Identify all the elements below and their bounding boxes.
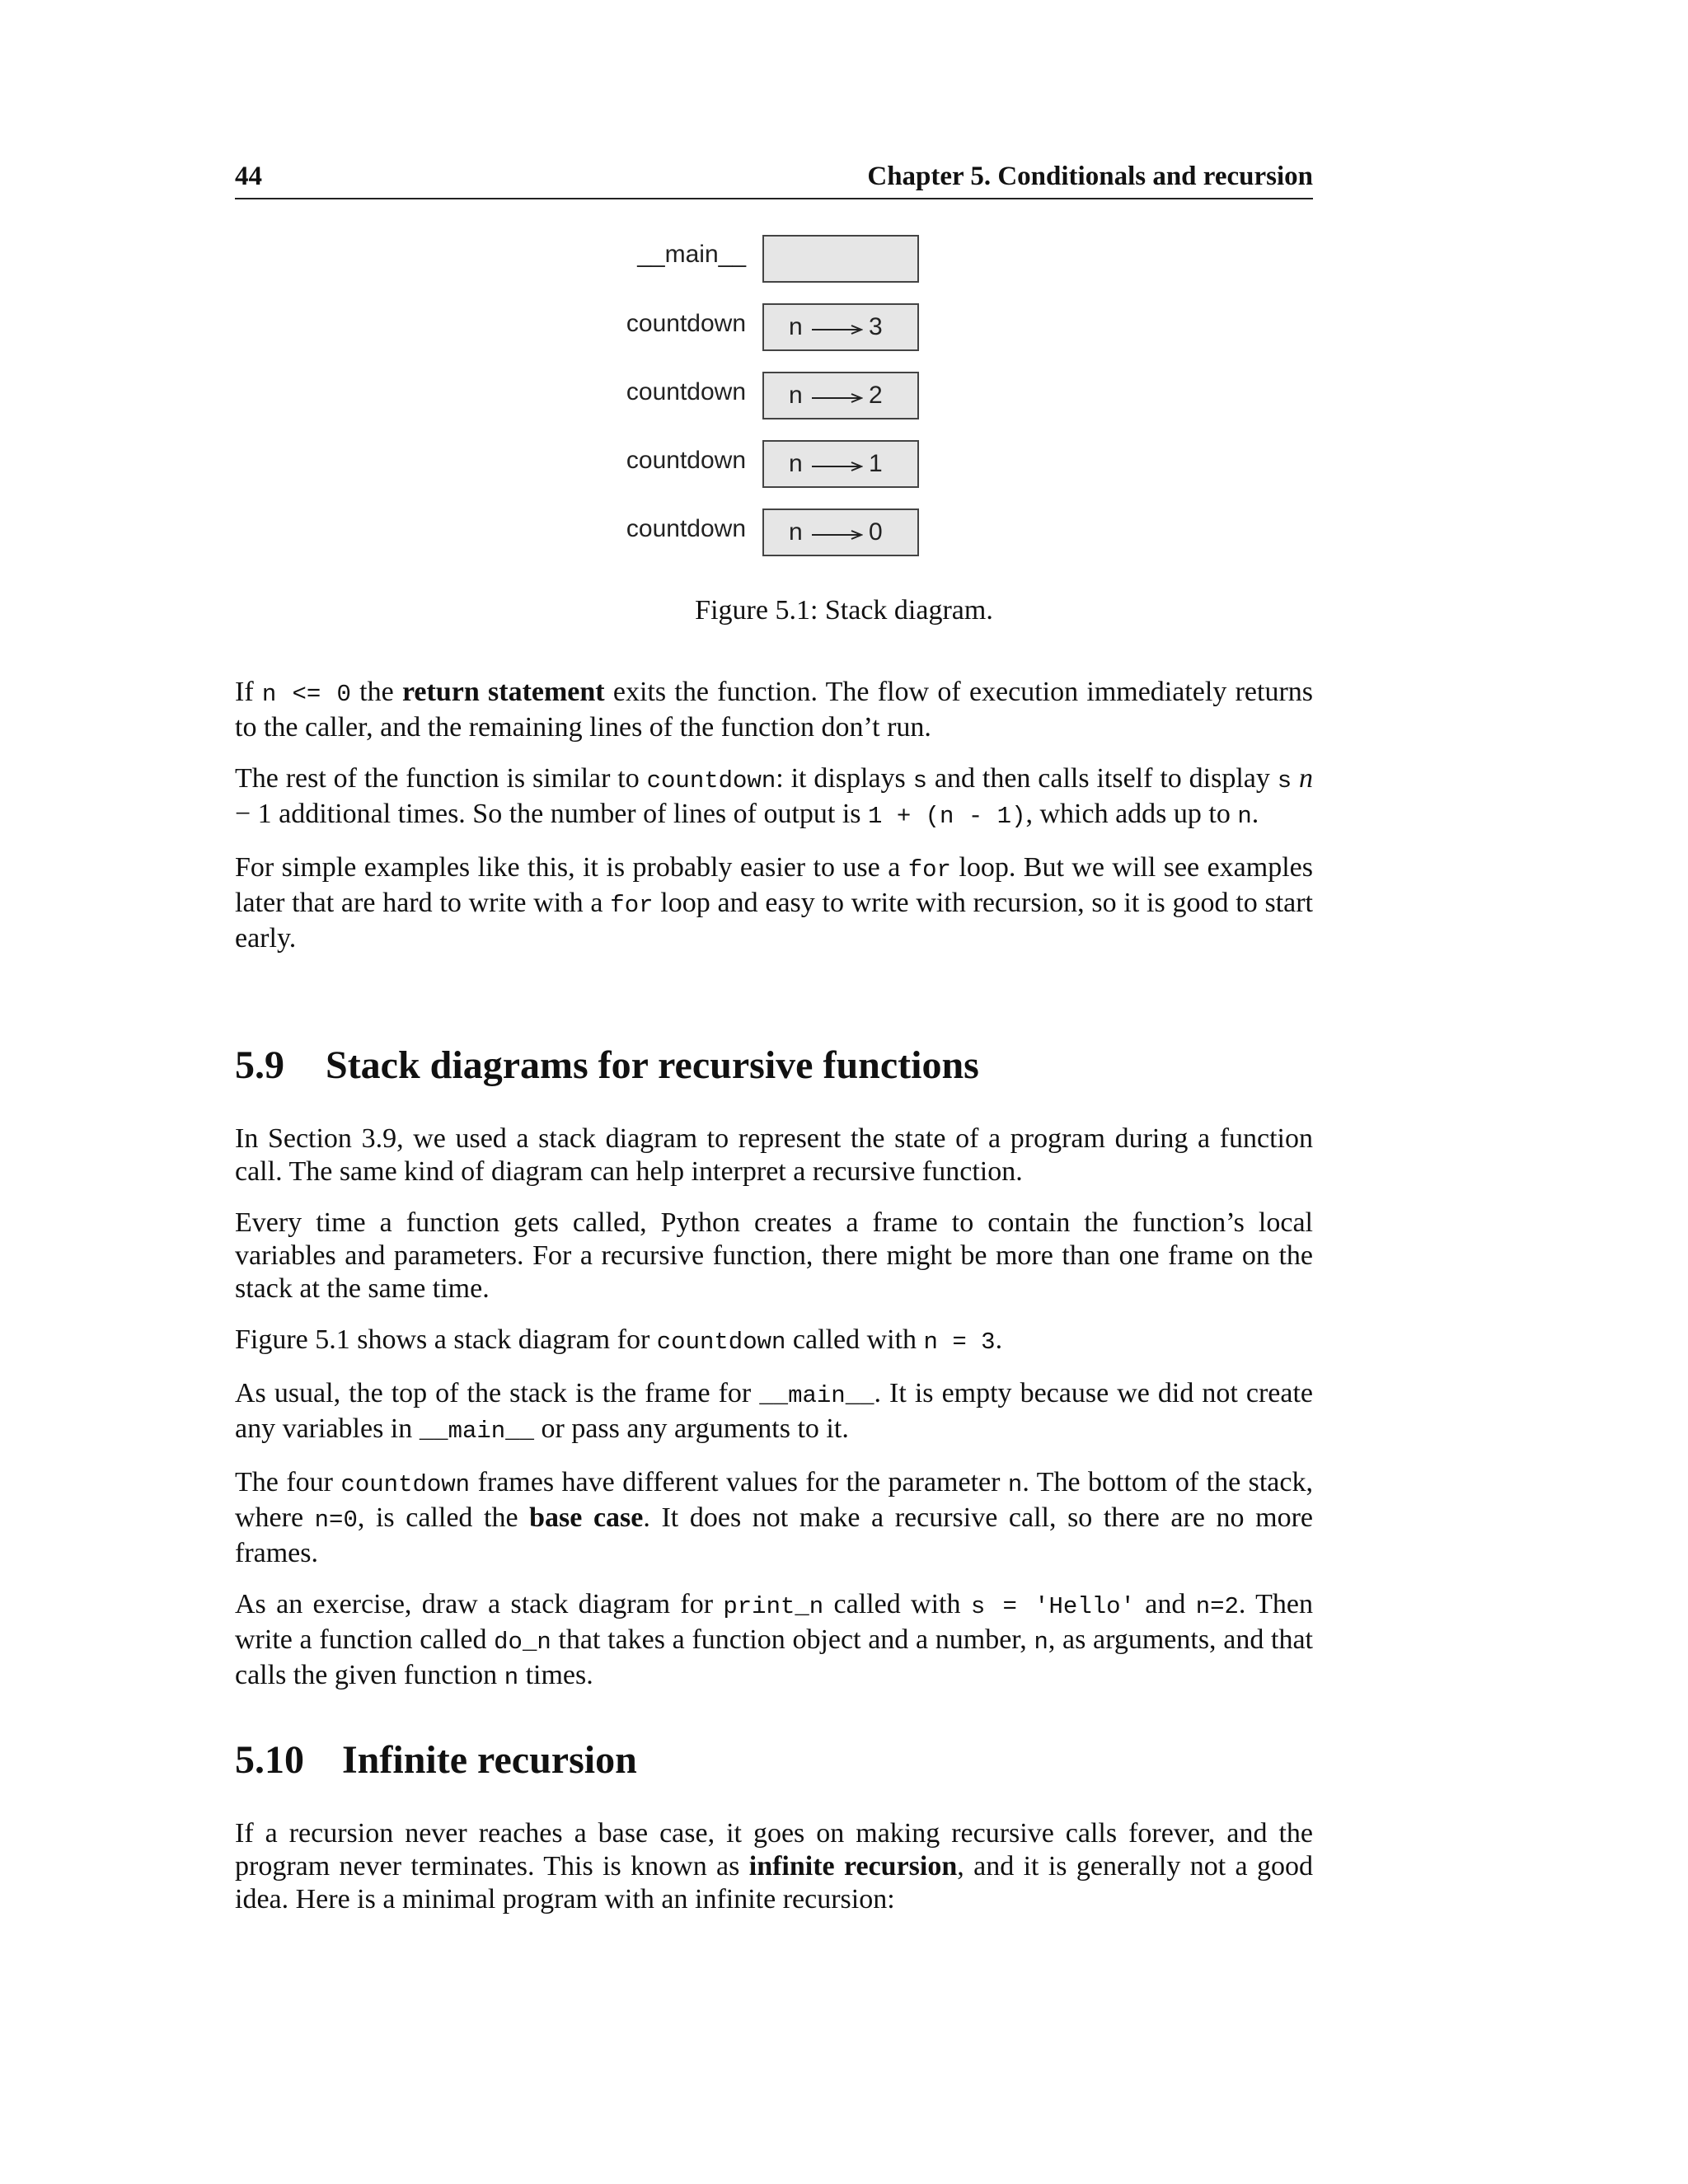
- arrow-icon: [812, 462, 863, 471]
- paragraph: The rest of the function is similar to countdown: it displays s and then calls itself to display s n − 1 additional times. So the number of lines of output is 1 + (n - 1), which adds up to n.: [235, 763, 1314, 830]
- frame-var: n: [789, 382, 803, 409]
- paragraph: In Section 3.9, we used a stack diagram to represent the state of a program during a function call. The same kind of diagram can help interpret a recursive function.: [235, 1123, 1313, 1187]
- frame-var: n: [789, 450, 803, 477]
- chapter-title: Chapter 5. Conditionals and recursion: [867, 162, 1313, 191]
- frame-label-countdown: countdown: [626, 310, 746, 337]
- paragraph: If a recursion never reaches a base case, it goes on making recursive calls forever, and the program never terminates. This is known as infinite recursion, and it is generally not a good idea. Here is a minimal program with an infinite recursion:: [235, 1818, 1314, 1915]
- frame-box-main: [762, 235, 919, 283]
- frame-var: n: [789, 313, 803, 340]
- frame-value: 2: [869, 382, 883, 409]
- paragraph: The four countdown frames have different values for the parameter n. The bottom of the stack, where n=0, is called the base case. It does not make a recursive call, so there are no more frames.: [235, 1467, 1313, 1568]
- frame-label-main: __main__: [637, 241, 746, 268]
- frame-var: n: [789, 518, 803, 546]
- frame-label-countdown: countdown: [626, 447, 746, 474]
- frame-label-countdown: countdown: [626, 378, 746, 405]
- paragraph: Every time a function gets called, Python creates a frame to contain the function’s local variables and parameters. For a recursive function, there might be more than one frame on the stack at the same time.: [235, 1207, 1313, 1304]
- section-heading: 5.10 Infinite recursion: [235, 1738, 637, 1782]
- paragraph: For simple examples like this, it is probably easier to use a for loop. But we will see examples later that are hard to write with a for loop and easy to write with recursion, so it is good to start early.: [235, 852, 1313, 954]
- section-heading: 5.9 Stack diagrams for recursive functions: [235, 1043, 979, 1087]
- frame-box-countdown: [762, 303, 919, 351]
- arrow-icon: [812, 325, 863, 335]
- body-text-top: [235, 676, 1313, 973]
- arrow-icon: [812, 393, 863, 403]
- frame-box-countdown: [762, 509, 919, 556]
- paragraph: If n <= 0 the return statement exits the function. The flow of execution immediately returns to the caller, and the remaining lines of the function don’t run.: [235, 677, 1313, 743]
- frame-value: 0: [869, 518, 883, 546]
- frame-value: 3: [869, 313, 883, 340]
- body-text-section-5-9: [235, 1122, 1313, 1713]
- paragraph: Figure 5.1 shows a stack diagram for countdown called with n = 3.: [235, 1324, 1003, 1356]
- frame-value: 1: [869, 450, 883, 477]
- arrow-icon: [812, 530, 863, 540]
- paragraph: As an exercise, draw a stack diagram for print_n called with s = 'Hello' and n=2. Then write a function called do_n that takes a function object and a number, n, as arguments, and that calls the given function n times.: [235, 1589, 1314, 1691]
- body-text-section-5-10: [235, 1817, 1313, 1934]
- frame-box-countdown: [762, 440, 919, 488]
- paragraph: As usual, the top of the stack is the frame for __main__. It is empty because we did not create any variables in __main__ or pass any arguments to it.: [235, 1378, 1313, 1445]
- frame-box-countdown: [762, 372, 919, 419]
- frame-label-countdown: countdown: [626, 515, 746, 542]
- stack-diagram-figure: [0, 0, 1688, 659]
- figure-caption: Figure 5.1: Stack diagram.: [695, 595, 993, 626]
- page-number: 44: [235, 162, 262, 191]
